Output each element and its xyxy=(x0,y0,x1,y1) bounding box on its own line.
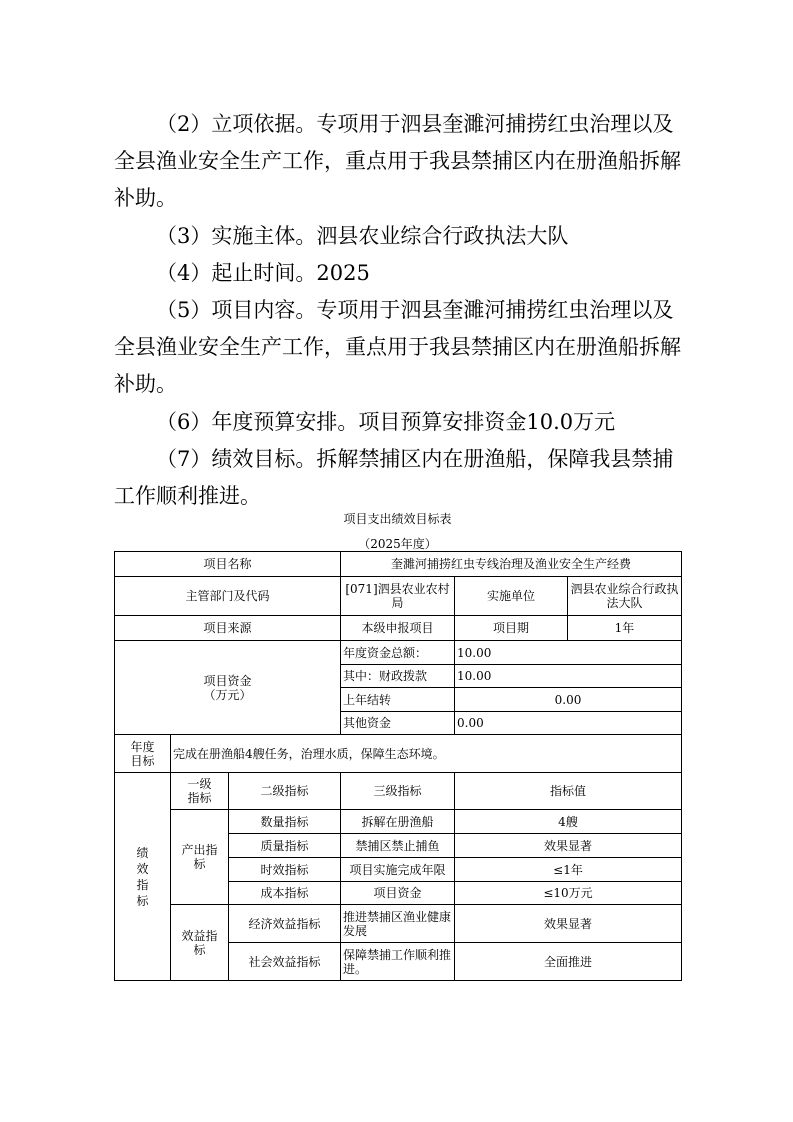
impl-label: 实施单位 xyxy=(455,577,568,616)
annual-goal-value: 完成在册渔船4艘任务，治理水质，保障生态环境。 xyxy=(171,735,682,773)
output-l3: 拆解在册渔船 xyxy=(341,810,455,834)
header-level1: 一级 指标 xyxy=(171,773,229,810)
table-year: （2025年度） xyxy=(358,537,437,551)
table-title: 项目支出绩效目标表 xyxy=(343,512,452,526)
funds-carryover-value: 0.00 xyxy=(455,688,682,712)
header-value: 指标值 xyxy=(455,773,682,810)
output-value: ≤10万元 xyxy=(455,882,682,905)
project-name-label: 项目名称 xyxy=(115,552,341,577)
paragraph-content: （5）项目内容。专项用于泗县奎濉河捕捞红虫治理以及全县渔业安全生产工作，重点用于我县禁捕区内在册渔船拆解补助。 xyxy=(114,298,681,396)
funds-other-label: 其他资金 xyxy=(341,712,455,735)
funds-total-label: 年度资金总额： xyxy=(341,641,455,665)
benefit-l3: 保障禁捕工作顺利推进。 xyxy=(341,943,455,981)
funds-other-value: 0.00 xyxy=(455,712,682,735)
output-l3: 禁捕区禁止捕鱼 xyxy=(341,834,455,858)
funds-label: 项目资金 （万元） xyxy=(115,641,341,735)
output-l2: 质量指标 xyxy=(229,834,341,858)
impl-value: 泗县农业综合行政执法大队 xyxy=(568,577,682,616)
output-l3: 项目资金 xyxy=(341,882,455,905)
benefit-value: 效果显著 xyxy=(455,905,682,943)
performance-label: 绩 效 指 标 xyxy=(115,773,171,981)
dept-label: 主管部门及代码 xyxy=(115,577,341,616)
benefit-label: 效益指 标 xyxy=(171,905,229,981)
paragraph-implementer: （3）实施主体。泗县农业综合行政执法大队 xyxy=(156,224,569,248)
project-name-value: 奎濉河捕捞红虫专线治理及渔业安全生产经费 xyxy=(341,552,682,577)
output-l2: 数量指标 xyxy=(229,810,341,834)
benefit-l2: 社会效益指标 xyxy=(229,943,341,981)
benefit-l3: 推进禁捕区渔业健康发展 xyxy=(341,905,455,943)
paragraph-budget: （6）年度预算安排。项目预算安排资金10.0万元 xyxy=(156,410,616,434)
funds-fiscal-value: 10.00 xyxy=(455,665,682,688)
output-l2: 时效指标 xyxy=(229,858,341,882)
output-value: 效果显著 xyxy=(455,834,682,858)
paragraph-goal: （7）绩效目标。拆解禁捕区内在册渔船，保障我县禁捕工作顺利推进。 xyxy=(114,447,674,508)
source-value: 本级申报项目 xyxy=(341,616,455,641)
output-value: 4艘 xyxy=(455,810,682,834)
output-l2: 成本指标 xyxy=(229,882,341,905)
paragraph-basis: （2）立项依据。专项用于泗县奎濉河捕捞红虫治理以及全县渔业安全生产工作，重点用于我县禁捕区内在册渔船拆解补助。 xyxy=(114,112,681,210)
source-label: 项目来源 xyxy=(115,616,341,641)
period-value: 1年 xyxy=(568,616,682,641)
benefit-l2: 经济效益指标 xyxy=(229,905,341,943)
period-label: 项目期 xyxy=(455,616,568,641)
output-value: ≤1年 xyxy=(455,858,682,882)
output-label: 产出指 标 xyxy=(171,810,229,905)
header-level2: 二级指标 xyxy=(229,773,341,810)
header-level3: 三级指标 xyxy=(341,773,455,810)
benefit-value: 全面推进 xyxy=(455,943,682,981)
funds-total-value: 10.00 xyxy=(455,641,682,665)
funds-carryover-label: 上年结转 xyxy=(341,688,455,712)
annual-goal-label: 年度 目标 xyxy=(115,735,171,773)
dept-value: [071]泗县农业农村局 xyxy=(341,577,455,616)
performance-table xyxy=(114,551,682,981)
paragraph-time: （4）起止时间。2025 xyxy=(156,261,370,285)
funds-fiscal-label: 其中：财政拨款 xyxy=(341,665,455,688)
output-l3: 项目实施完成年限 xyxy=(341,858,455,882)
